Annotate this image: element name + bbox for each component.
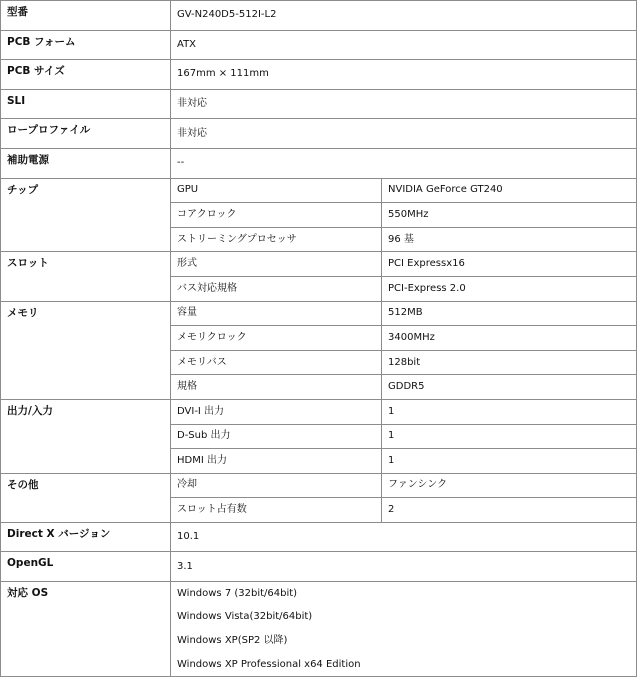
- table-row: [1, 30, 637, 60]
- group-label-chip: チップ: [1, 178, 171, 252]
- sub-label: メモリクロック: [171, 326, 382, 351]
- row-label: PCB フォーム: [1, 30, 171, 60]
- row-label: 型番: [1, 1, 171, 31]
- sub-value: 1: [382, 399, 637, 424]
- group-label-other: その他: [1, 473, 171, 522]
- group-label-memory: メモリ: [1, 301, 171, 399]
- table-row: [1, 522, 637, 552]
- sub-label: DVI-I 出力: [171, 399, 382, 424]
- group-label-slot: スロット: [1, 252, 171, 301]
- table-row: [1, 60, 637, 90]
- sub-value: 128bit: [382, 350, 637, 375]
- os-item: Windows Vista(32bit/64bit): [171, 606, 637, 630]
- table-row: [1, 301, 637, 326]
- sli-value: 非対応: [171, 89, 637, 119]
- sub-value: 1: [382, 449, 637, 474]
- table-row: [1, 1, 637, 31]
- row-label: 補助電源: [1, 148, 171, 178]
- sub-label: HDMI 出力: [171, 449, 382, 474]
- row-label: ロープロファイル: [1, 119, 171, 149]
- row-label: PCB サイズ: [1, 60, 171, 90]
- sub-label: スロット占有数: [171, 498, 382, 523]
- sub-value: 96 基: [382, 227, 637, 252]
- sub-label: GPU: [171, 178, 382, 203]
- sub-value: 3400MHz: [382, 326, 637, 351]
- sub-label: 容量: [171, 301, 382, 326]
- pcb-size-value: 167mm × 111mm: [171, 60, 637, 90]
- sub-label: 規格: [171, 375, 382, 400]
- model-value: GV-N240D5-512I-L2: [171, 1, 637, 31]
- table-row: [1, 252, 637, 277]
- row-label: OpenGL: [1, 552, 171, 582]
- sub-value: ファンシンク: [382, 473, 637, 498]
- sub-value: PCI Expressx16: [382, 252, 637, 277]
- table-row: [1, 178, 637, 203]
- sub-value: 1: [382, 424, 637, 449]
- sub-label: メモリバス: [171, 350, 382, 375]
- sub-value: 512MB: [382, 301, 637, 326]
- sub-value: PCI-Express 2.0: [382, 276, 637, 301]
- directx-value: 10.1: [171, 522, 637, 552]
- table-row: [1, 399, 637, 424]
- group-label-os: 対応 OS: [1, 582, 171, 677]
- opengl-value: 3.1: [171, 552, 637, 582]
- row-label: SLI: [1, 89, 171, 119]
- group-label-io: 出力/入力: [1, 399, 171, 473]
- os-item: Windows XP(SP2 以降): [171, 629, 637, 653]
- table-row: [1, 119, 637, 149]
- sub-value: NVIDIA GeForce GT240: [382, 178, 637, 203]
- sub-label: 形式: [171, 252, 382, 277]
- os-item: Windows 7 (32bit/64bit): [171, 582, 637, 606]
- table-row: [1, 148, 637, 178]
- table-row: [1, 552, 637, 582]
- sub-label: ストリーミングプロセッサ: [171, 227, 382, 252]
- table-row: [1, 582, 637, 606]
- sub-label: バス対応規格: [171, 276, 382, 301]
- sub-value: GDDR5: [382, 375, 637, 400]
- os-item: Windows XP Professional x64 Edition: [171, 653, 637, 677]
- sub-value: 550MHz: [382, 203, 637, 228]
- aux-power-value: --: [171, 148, 637, 178]
- sub-label: 冷却: [171, 473, 382, 498]
- pcb-form-value: ATX: [171, 30, 637, 60]
- table-row: [1, 89, 637, 119]
- sub-label: D-Sub 出力: [171, 424, 382, 449]
- row-label: Direct X バージョン: [1, 522, 171, 552]
- sub-value: 2: [382, 498, 637, 523]
- sub-label: コアクロック: [171, 203, 382, 228]
- table-row: [1, 473, 637, 498]
- low-profile-value: 非対応: [171, 119, 637, 149]
